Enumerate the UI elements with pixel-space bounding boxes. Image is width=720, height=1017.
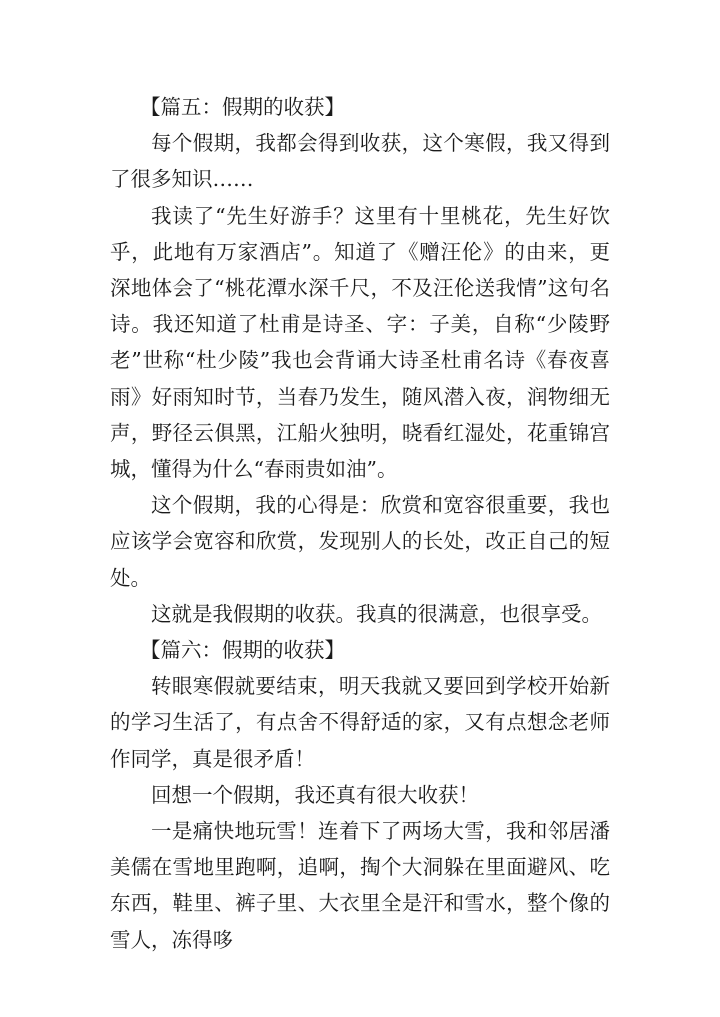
section-heading-6: 【篇六：假期的收获】	[140, 638, 345, 663]
paragraph: 这个假期，我的心得是：欣赏和宽容很重要，我也应该学会宽容和欣赏，发现别人的长处，改正自己的短处。	[110, 493, 610, 590]
paragraph: 一是痛快地玩雪！连着下了两场大雪，我和邻居潘美儒在雪地里跑啊，追啊，掏个大洞躲在里面避风、吃东西，鞋里、裤子里、大衣里全是汗和雪水，整个像的雪人，冻得哆	[110, 819, 610, 952]
paragraph: 每个假期，我都会得到收获，这个寒假，我又得到了很多知识……	[110, 131, 610, 192]
section-heading-5: 【篇五：假期的收获】	[140, 95, 345, 119]
paragraph: 我读了“先生好游手？这里有十里桃花，先生好饮乎，此地有万家酒店”。知道了《赠汪伦》的由来，更深地体会了“桃花潭水深千尺，不及汪伦送我情”这句名诗。我还知道了杜甫是诗圣、字：子美，自称“少陵野老”世称“杜少陵”我也会背诵大诗圣杜甫名诗《春夜喜雨》好雨知时节，当春乃发生，随风潜入夜，润物细无声，野径云俱黑，江船火独明，晓看红湿处，花重锦宫城，懂得为什么“春雨贵如油”。	[110, 203, 610, 482]
document-body	[110, 89, 610, 958]
paragraph: 这就是我假期的收获。我真的很满意，也很享受。	[151, 601, 602, 626]
paragraph: 转眼寒假就要结束，明天我就又要回到学校开始新的学习生活了，有点舍不得舒适的家，又有点想念老师作同学，真是很矛盾！	[110, 674, 610, 771]
paragraph: 回想一个假期，我还真有很大收获！	[151, 782, 479, 807]
